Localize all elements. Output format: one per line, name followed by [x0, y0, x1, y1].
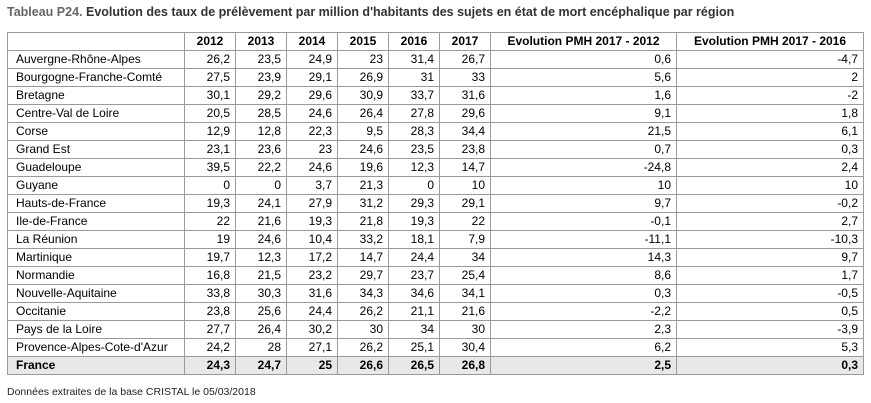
region-cell: Bourgogne-Franche-Comté — [8, 69, 185, 87]
value-cell: 26,4 — [236, 321, 287, 339]
value-cell: 12,8 — [236, 123, 287, 141]
value-cell: 27,9 — [287, 195, 338, 213]
value-cell: 19,3 — [287, 213, 338, 231]
value-cell: 25,4 — [440, 267, 491, 285]
value-cell: 30,1 — [185, 87, 236, 105]
value-cell: 1,6 — [491, 87, 677, 105]
value-cell: 24,6 — [338, 141, 389, 159]
value-cell: 30,9 — [338, 87, 389, 105]
value-cell: 12,3 — [236, 249, 287, 267]
value-cell: -11,1 — [491, 231, 677, 249]
header-row — [8, 33, 864, 51]
value-cell: 12,3 — [389, 159, 440, 177]
table-row — [8, 141, 864, 159]
value-cell: 12,9 — [185, 123, 236, 141]
value-cell: 17,2 — [287, 249, 338, 267]
value-cell: 30,4 — [440, 339, 491, 357]
value-cell: 19,3 — [185, 195, 236, 213]
value-cell: 21,1 — [389, 303, 440, 321]
value-cell: -10,3 — [677, 231, 864, 249]
value-cell: 9,7 — [491, 195, 677, 213]
value-cell: 18,1 — [389, 231, 440, 249]
value-cell: -4,7 — [677, 51, 864, 69]
value-cell: 14,7 — [338, 249, 389, 267]
value-cell: 24,3 — [185, 357, 236, 375]
value-cell: 2 — [677, 69, 864, 87]
region-cell: Bretagne — [8, 87, 185, 105]
value-cell: 26,5 — [389, 357, 440, 375]
header-cell: 2014 — [287, 33, 338, 51]
value-cell: 24,9 — [287, 51, 338, 69]
value-cell: 10 — [677, 177, 864, 195]
value-cell: 30,3 — [236, 285, 287, 303]
value-cell: 19,6 — [338, 159, 389, 177]
value-cell: 24,7 — [236, 357, 287, 375]
value-cell: 24,4 — [389, 249, 440, 267]
table-row — [8, 267, 864, 285]
value-cell: 0,7 — [491, 141, 677, 159]
value-cell: 28,3 — [389, 123, 440, 141]
value-cell: 0,5 — [677, 303, 864, 321]
region-cell: Provence-Alpes-Cote-d'Azur — [8, 339, 185, 357]
table-title — [7, 5, 734, 19]
value-cell: 19 — [185, 231, 236, 249]
value-cell: 29,1 — [287, 69, 338, 87]
header-cell-region — [8, 33, 185, 51]
value-cell: 34,6 — [389, 285, 440, 303]
value-cell: 0 — [389, 177, 440, 195]
table-row — [8, 339, 864, 357]
value-cell: 29,1 — [440, 195, 491, 213]
source-note: Données extraites de la base CRISTAL le 05/03/2018 — [7, 386, 256, 398]
value-cell: 31,2 — [338, 195, 389, 213]
value-cell: -0,5 — [677, 285, 864, 303]
table-row — [8, 195, 864, 213]
value-cell: 31,6 — [440, 87, 491, 105]
value-cell: 23,8 — [185, 303, 236, 321]
value-cell: -0,1 — [491, 213, 677, 231]
value-cell: 23,2 — [287, 267, 338, 285]
value-cell: 19,3 — [389, 213, 440, 231]
value-cell: 14,7 — [440, 159, 491, 177]
value-cell: 8,6 — [491, 267, 677, 285]
value-cell: 39,5 — [185, 159, 236, 177]
value-cell: 6,2 — [491, 339, 677, 357]
region-cell: Auvergne-Rhône-Alpes — [8, 51, 185, 69]
value-cell: 27,1 — [287, 339, 338, 357]
value-cell: 24,6 — [236, 231, 287, 249]
value-cell: 21,6 — [440, 303, 491, 321]
value-cell: 26,2 — [338, 339, 389, 357]
table-row — [8, 177, 864, 195]
value-cell: 27,8 — [389, 105, 440, 123]
value-cell: 33,8 — [185, 285, 236, 303]
table-row — [8, 159, 864, 177]
value-cell: 23,5 — [236, 51, 287, 69]
table-row — [8, 303, 864, 321]
value-cell: 26,8 — [440, 357, 491, 375]
value-cell: 22 — [185, 213, 236, 231]
value-cell: 34,1 — [440, 285, 491, 303]
value-cell: 20,5 — [185, 105, 236, 123]
value-cell: 22,2 — [236, 159, 287, 177]
value-cell: 0,6 — [491, 51, 677, 69]
region-cell: Centre-Val de Loire — [8, 105, 185, 123]
value-cell: -3,9 — [677, 321, 864, 339]
region-cell: Occitanie — [8, 303, 185, 321]
value-cell: 28,5 — [236, 105, 287, 123]
value-cell: 34 — [389, 321, 440, 339]
value-cell: 28 — [236, 339, 287, 357]
value-cell: 26,9 — [338, 69, 389, 87]
header-cell: 2013 — [236, 33, 287, 51]
value-cell: 34 — [440, 249, 491, 267]
value-cell: 7,9 — [440, 231, 491, 249]
value-cell: 34,3 — [338, 285, 389, 303]
value-cell: 2,7 — [677, 213, 864, 231]
value-cell: 26,6 — [338, 357, 389, 375]
table-row — [8, 231, 864, 249]
header-cell: 2015 — [338, 33, 389, 51]
table-row — [8, 123, 864, 141]
value-cell: 10 — [440, 177, 491, 195]
value-cell: 25,1 — [389, 339, 440, 357]
table-row — [8, 105, 864, 123]
header-cell: Evolution PMH 2017 - 2012 — [491, 33, 677, 51]
value-cell: 24,6 — [287, 105, 338, 123]
value-cell: 26,2 — [185, 51, 236, 69]
table-row — [8, 213, 864, 231]
region-cell: France — [8, 357, 185, 375]
header-cell: 2016 — [389, 33, 440, 51]
value-cell: 9,5 — [338, 123, 389, 141]
value-cell: 9,7 — [677, 249, 864, 267]
value-cell: 23,7 — [389, 267, 440, 285]
value-cell: 22 — [440, 213, 491, 231]
table-row — [8, 321, 864, 339]
value-cell: 23 — [338, 51, 389, 69]
value-cell: 22,3 — [287, 123, 338, 141]
value-cell: 6,1 — [677, 123, 864, 141]
header-cell: 2017 — [440, 33, 491, 51]
value-cell: 26,2 — [338, 303, 389, 321]
value-cell: 27,5 — [185, 69, 236, 87]
value-cell: 29,2 — [236, 87, 287, 105]
value-cell: 0,3 — [677, 141, 864, 159]
value-cell: 0 — [185, 177, 236, 195]
value-cell: 24,2 — [185, 339, 236, 357]
region-cell: Hauts-de-France — [8, 195, 185, 213]
value-cell: 0,3 — [491, 285, 677, 303]
value-cell: 23,5 — [389, 141, 440, 159]
value-cell: 23,6 — [236, 141, 287, 159]
value-cell: 21,5 — [491, 123, 677, 141]
total-row — [8, 357, 864, 375]
value-cell: 23,8 — [440, 141, 491, 159]
value-cell: 1,7 — [677, 267, 864, 285]
value-cell: 24,4 — [287, 303, 338, 321]
table-row — [8, 51, 864, 69]
table-row — [8, 285, 864, 303]
value-cell: 0 — [236, 177, 287, 195]
value-cell: 30 — [440, 321, 491, 339]
region-cell: Pays de la Loire — [8, 321, 185, 339]
value-cell: 25,6 — [236, 303, 287, 321]
region-cell: Grand Est — [8, 141, 185, 159]
region-cell: La Réunion — [8, 231, 185, 249]
header-cell: Evolution PMH 2017 - 2016 — [677, 33, 864, 51]
region-cell: Guadeloupe — [8, 159, 185, 177]
table-row — [8, 87, 864, 105]
value-cell: 2,4 — [677, 159, 864, 177]
value-cell: -2,2 — [491, 303, 677, 321]
value-cell: 5,6 — [491, 69, 677, 87]
value-cell: 2,5 — [491, 357, 677, 375]
value-cell: 21,8 — [338, 213, 389, 231]
value-cell: 21,5 — [236, 267, 287, 285]
value-cell: -24,8 — [491, 159, 677, 177]
value-cell: 31,4 — [389, 51, 440, 69]
value-cell: 31 — [389, 69, 440, 87]
region-cell: Corse — [8, 123, 185, 141]
value-cell: 33,7 — [389, 87, 440, 105]
region-cell: Martinique — [8, 249, 185, 267]
value-cell: -2 — [677, 87, 864, 105]
region-cell: Nouvelle-Aquitaine — [8, 285, 185, 303]
value-cell: 9,1 — [491, 105, 677, 123]
value-cell: 2,3 — [491, 321, 677, 339]
value-cell: 33,2 — [338, 231, 389, 249]
value-cell: 23 — [287, 141, 338, 159]
value-cell: 0,3 — [677, 357, 864, 375]
value-cell: -0,2 — [677, 195, 864, 213]
value-cell: 1,8 — [677, 105, 864, 123]
value-cell: 16,8 — [185, 267, 236, 285]
value-cell: 29,6 — [440, 105, 491, 123]
value-cell: 30 — [338, 321, 389, 339]
value-cell: 29,3 — [389, 195, 440, 213]
region-cell: Guyane — [8, 177, 185, 195]
value-cell: 10 — [491, 177, 677, 195]
value-cell: 25 — [287, 357, 338, 375]
value-cell: 30,2 — [287, 321, 338, 339]
header-cell: 2012 — [185, 33, 236, 51]
value-cell: 23,9 — [236, 69, 287, 87]
value-cell: 19,7 — [185, 249, 236, 267]
value-cell: 3,7 — [287, 177, 338, 195]
value-cell: 14,3 — [491, 249, 677, 267]
value-cell: 26,4 — [338, 105, 389, 123]
table-row — [8, 69, 864, 87]
table-row — [8, 249, 864, 267]
region-cell: Normandie — [8, 267, 185, 285]
value-cell: 29,6 — [287, 87, 338, 105]
value-cell: 34,4 — [440, 123, 491, 141]
table-title-prefix: Tableau P24. — [7, 5, 83, 19]
value-cell: 10,4 — [287, 231, 338, 249]
value-cell: 5,3 — [677, 339, 864, 357]
value-cell: 27,7 — [185, 321, 236, 339]
value-cell: 23,1 — [185, 141, 236, 159]
value-cell: 26,7 — [440, 51, 491, 69]
value-cell: 24,6 — [287, 159, 338, 177]
table-title-text: Evolution des taux de prélèvement par million d'habitants des sujets en état de mort encéphalique par région — [85, 5, 735, 19]
value-cell: 29,7 — [338, 267, 389, 285]
table-body — [8, 51, 864, 375]
value-cell: 21,6 — [236, 213, 287, 231]
value-cell: 21,3 — [338, 177, 389, 195]
value-cell: 24,1 — [236, 195, 287, 213]
value-cell: 33 — [440, 69, 491, 87]
region-cell: Ile-de-France — [8, 213, 185, 231]
value-cell: 31,6 — [287, 285, 338, 303]
data-table — [7, 32, 864, 375]
